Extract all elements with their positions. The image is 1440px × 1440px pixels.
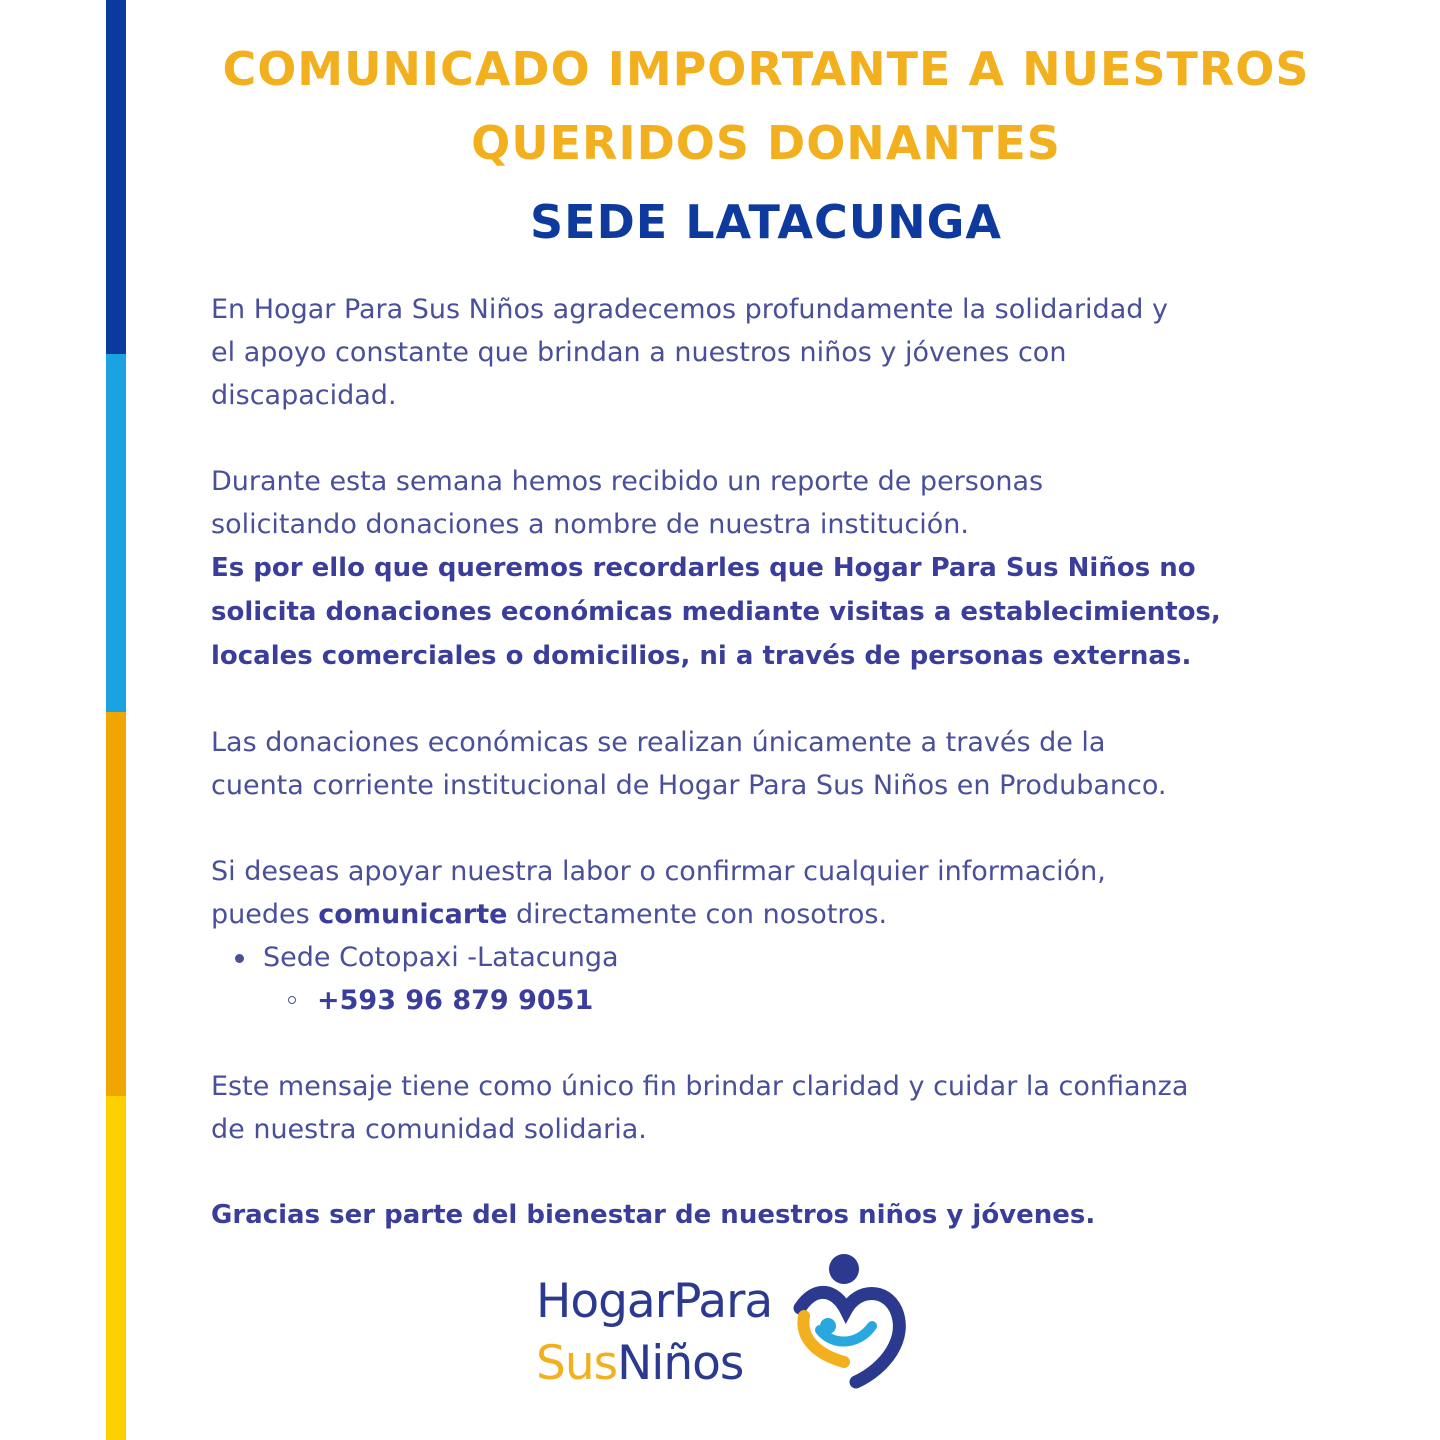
paragraph-report: Durante esta semana hemos recibido un reporte de personas solicitando donaciones a nombre de nuestra institución. Es por ello que queremos recordarles que Hogar Para Sus Niños no solicita donaciones económicas mediante visitas a establecimientos, locales comerciales o domicilios, ni a través de personas externas. bbox=[211, 466, 1221, 671]
paragraph-purpose: Este mensaje tiene como único fin brindar claridad y cuidar la confianza de nuestra comunidad solidaria. bbox=[211, 1071, 1189, 1145]
logo-heart-figure-icon bbox=[786, 1250, 911, 1390]
hogar-para-sus-ninos-logo bbox=[536, 1250, 916, 1400]
list-item-phone bbox=[211, 979, 1291, 1022]
warning-line-2: solicita donaciones económicas mediante visitas a establecimientos, bbox=[211, 597, 1221, 627]
bullet-ring-icon bbox=[288, 996, 296, 1004]
logo-text-line2: SusNiños bbox=[536, 1336, 744, 1391]
sub-title: SEDE LATACUNGA bbox=[530, 195, 1002, 249]
logo-text-line1: HogarPara bbox=[536, 1274, 773, 1329]
side-bar-light-blue bbox=[106, 354, 126, 712]
paragraph-thanks: En Hogar Para Sus Niños agradecemos profundamente la solidaridad y el apoyo constante que brindan a nuestros niños y jóvenes con discapacidad. bbox=[211, 294, 1168, 411]
closing-message: Gracias ser parte del bienestar de nuestros niños y jóvenes. bbox=[211, 1200, 1096, 1230]
side-bar-orange bbox=[106, 712, 126, 1096]
contact-emphasis: comunicarte bbox=[318, 899, 508, 930]
main-title-line2: QUERIDOS DONANTES bbox=[471, 116, 1061, 170]
paragraph-contact: Si deseas apoyar nuestra labor o confirmar cualquier información, puedes comunicarte directamente con nosotros. bbox=[211, 856, 1106, 930]
side-bar-dark-blue bbox=[106, 0, 126, 354]
announcement-body bbox=[211, 288, 1291, 1237]
warning-line-1: Es por ello que queremos recordarles que Hogar Para Sus Niños no bbox=[211, 553, 1196, 583]
paragraph-donations: Las donaciones económicas se realizan únicamente a través de la cuenta corriente institucional de Hogar Para Sus Niños en Produbanco. bbox=[211, 727, 1167, 801]
bullet-dot-icon bbox=[235, 954, 244, 963]
list-item-sede: Sede Cotopaxi -Latacunga bbox=[211, 936, 1291, 979]
phone-number: +593 96 879 9051 bbox=[317, 985, 594, 1016]
main-title-line1: COMUNICADO IMPORTANTE A NUESTROS bbox=[222, 42, 1310, 96]
warning-line-3: locales comerciales o domicilios, ni a través de personas externas. bbox=[211, 641, 1192, 671]
side-bar-yellow bbox=[106, 1096, 126, 1440]
main-title bbox=[180, 32, 1352, 180]
